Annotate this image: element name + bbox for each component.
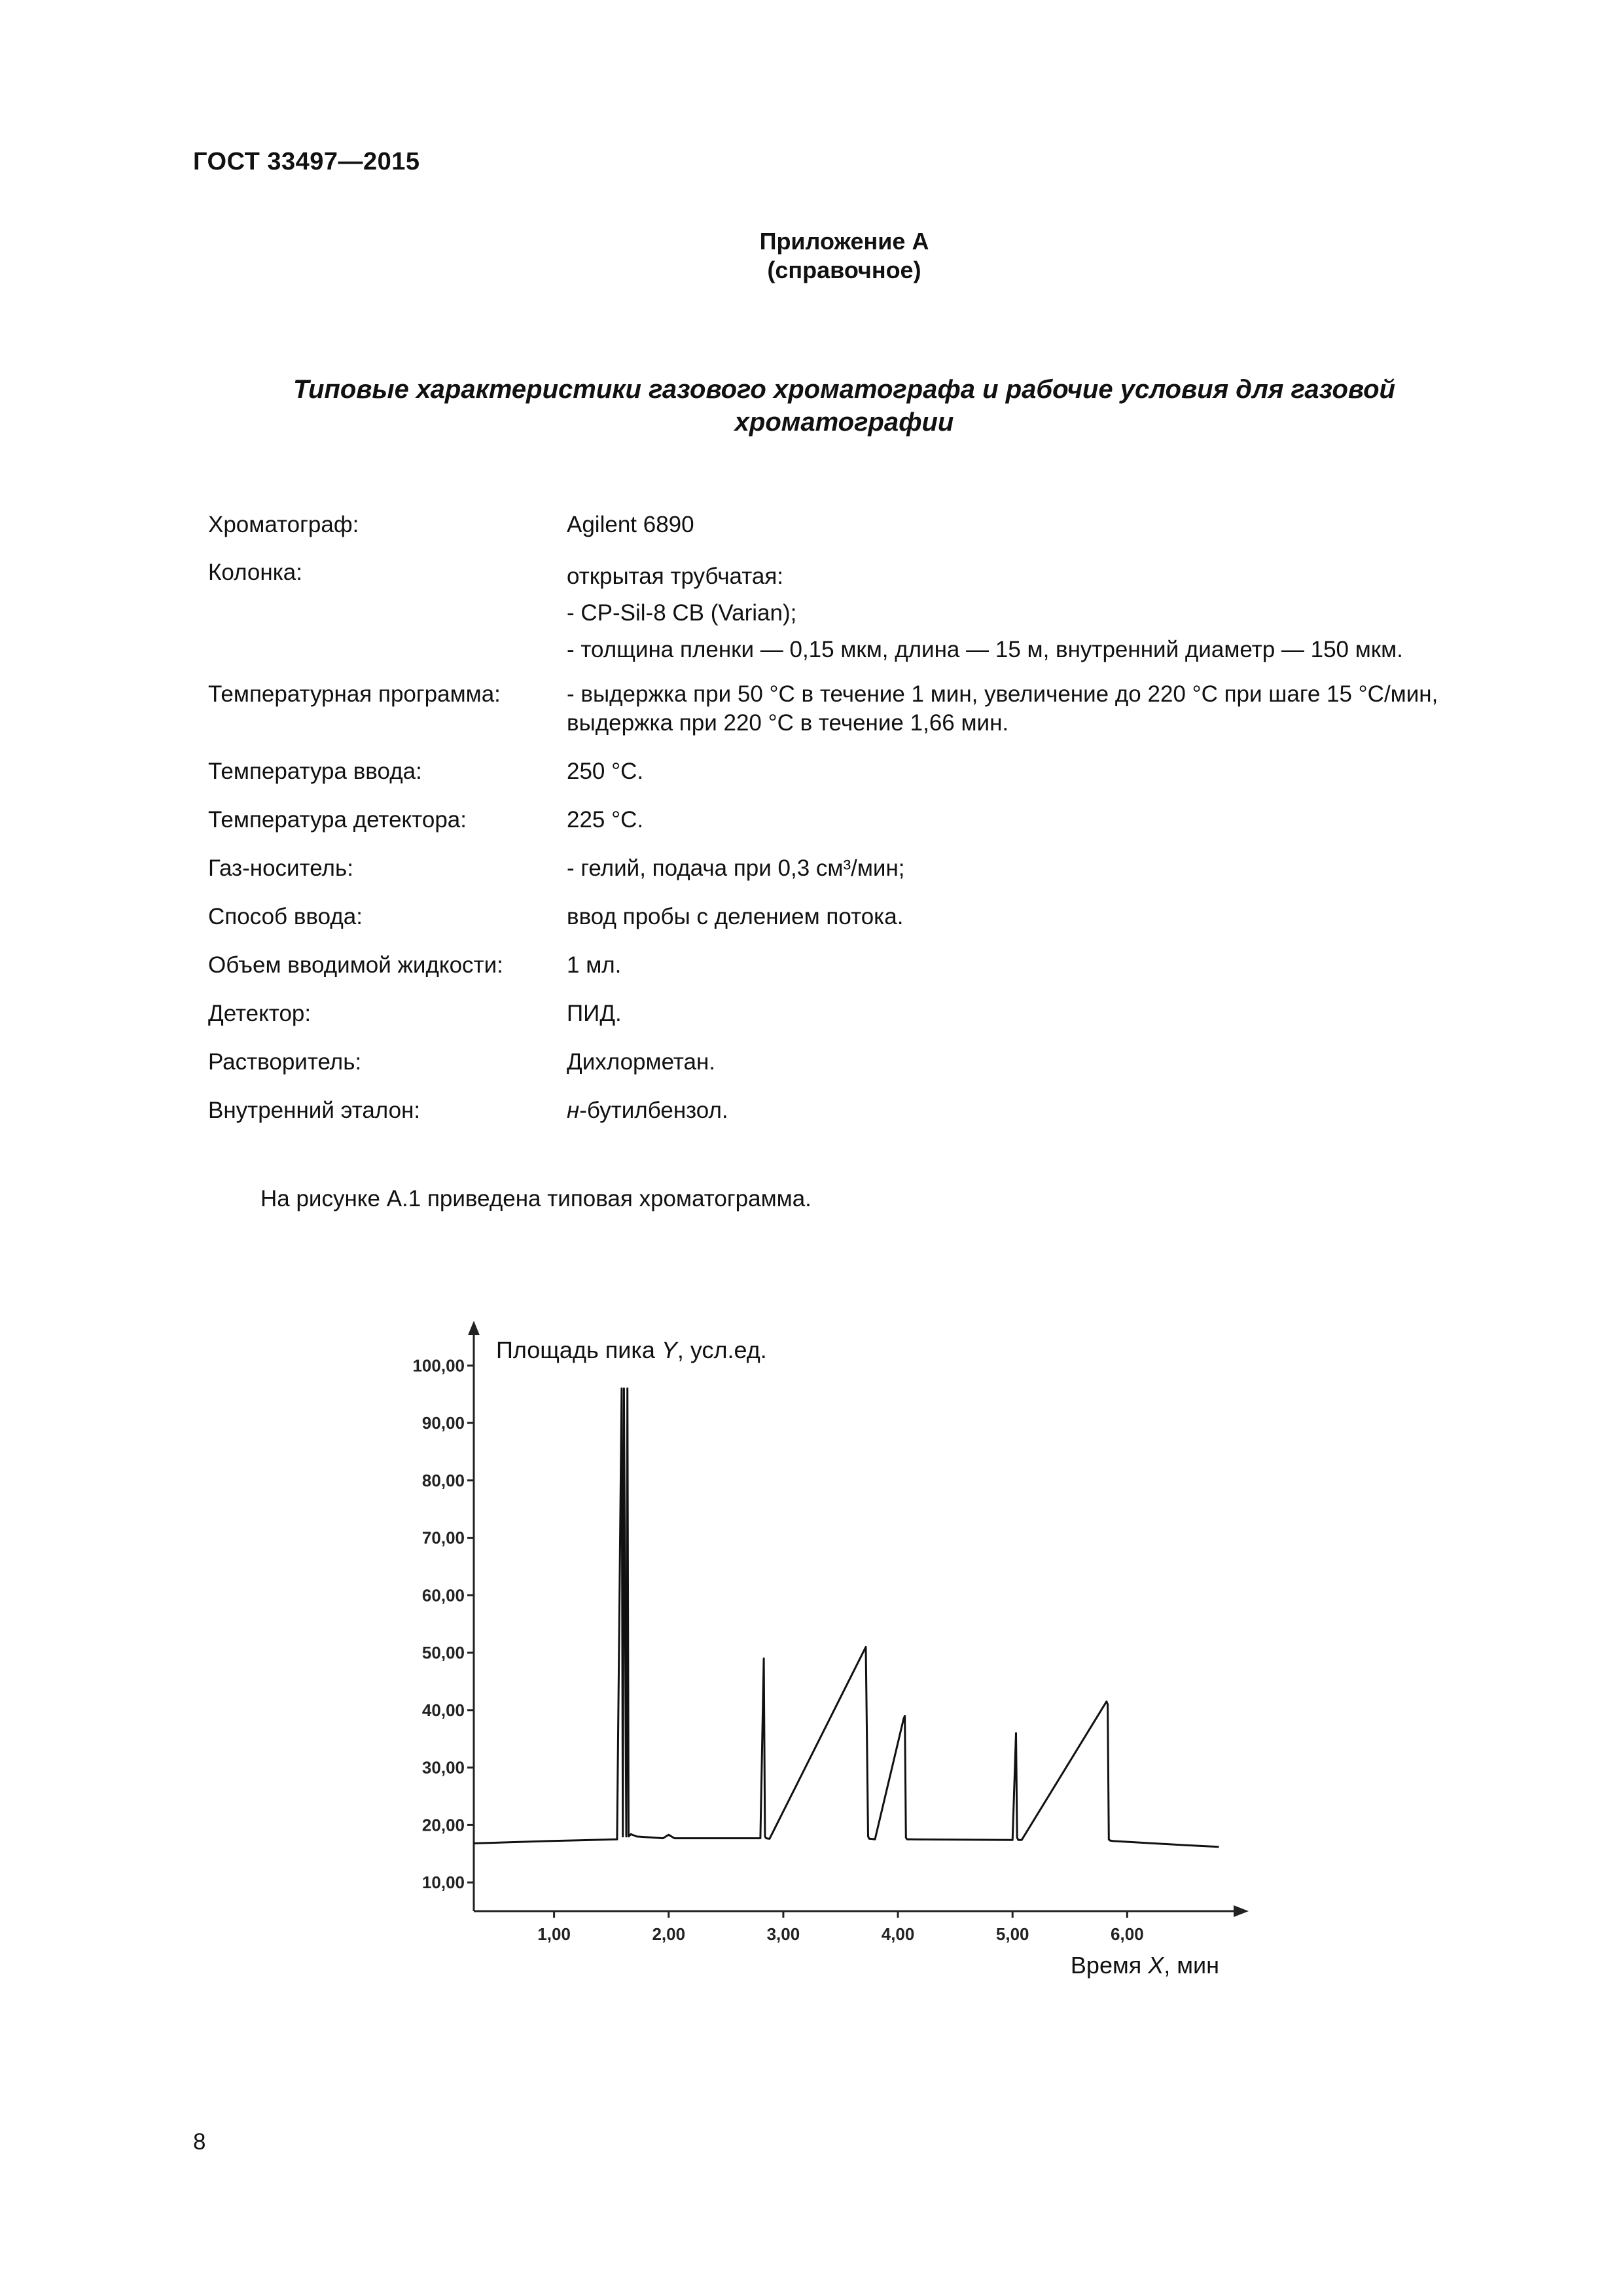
y-tick-label: 100,00: [412, 1355, 465, 1376]
spec-value-line: выдержка при 220 °С в течение 1,66 мин.: [567, 710, 1009, 736]
document-title: [216, 373, 1472, 439]
spec-value-line: 1 мл.: [567, 952, 622, 978]
spec-value-solvent: [567, 1048, 1509, 1077]
x-tick-label: 4,00: [881, 1924, 915, 1944]
spec-value-injection-method: [567, 903, 1509, 931]
spec-value-carrier-gas: [567, 854, 1509, 883]
page-number: 8: [193, 2129, 206, 2155]
x-axis-arrow: [1234, 1905, 1249, 1917]
spec-value-line: ввод пробы с делением потока.: [567, 904, 904, 929]
chromatogram-trace: [474, 1388, 1219, 1846]
spec-value-column: [567, 558, 1509, 668]
spec-value-line: - толщина пленки — 0,15 мкм, длина — 15 м, внутренний диаметр — 150 мкм.: [567, 637, 1403, 662]
y-tick-label: 80,00: [421, 1470, 465, 1490]
spec-label-solvent: Растворитель:: [208, 1049, 362, 1075]
spec-label-internal-standard: Внутренний эталон:: [208, 1098, 421, 1123]
x-tick-label: 3,00: [766, 1924, 800, 1944]
y-tick-label: 90,00: [421, 1413, 465, 1433]
appendix-subtitle: (справочное): [767, 257, 921, 283]
spec-value-line: Agilent 6890: [567, 512, 694, 537]
spec-value-detector: [567, 999, 1509, 1028]
spec-value-internal-standard: [567, 1096, 1509, 1125]
spec-label-chromatograph: Хроматограф:: [208, 512, 359, 537]
spec-value-line: Дихлорметан.: [567, 1049, 716, 1075]
figure-intro-text: На рисунке А.1 приведена типовая хроматограмма.: [260, 1186, 812, 1211]
y-axis-label: Площадь пика Y, усл.ед.: [496, 1336, 767, 1363]
x-tick-label: 5,00: [995, 1924, 1029, 1944]
y-tick-label: 70,00: [421, 1528, 465, 1548]
x-tick-label: 1,00: [537, 1924, 571, 1944]
spec-value-detector-temperature: [567, 806, 1509, 834]
y-tick-label: 60,00: [421, 1585, 465, 1605]
spec-value-line: 225 °С.: [567, 807, 644, 833]
spec-label-detector-temperature: Температура детектора:: [208, 807, 467, 833]
spec-value-line: открытая трубчатая:: [567, 564, 784, 589]
y-tick-label: 40,00: [421, 1700, 465, 1720]
spec-label-injection-method: Способ ввода:: [208, 904, 363, 929]
spec-label-carrier-gas: Газ-носитель:: [208, 855, 353, 881]
spec-label-inlet-temperature: Температура ввода:: [208, 759, 422, 784]
spec-value-injection-volume: [567, 951, 1509, 980]
y-tick-label: 50,00: [421, 1643, 465, 1663]
spec-value-line: ПИД.: [567, 1001, 622, 1026]
spec-value-line: - гелий, подача при 0,3 см³/мин;: [567, 855, 905, 881]
spec-label-injection-volume: Объем вводимой жидкости:: [208, 952, 503, 978]
document-title-line-2: хроматографии: [734, 408, 954, 437]
x-axis-label: Время X, мин: [1070, 1952, 1219, 1979]
y-tick-label: 10,00: [421, 1873, 465, 1893]
spec-value-inlet-temperature: [567, 757, 1509, 786]
y-tick-label: 30,00: [421, 1757, 465, 1778]
spec-label-temperature-program: Температурная программа:: [208, 681, 501, 707]
x-tick-label: 6,00: [1111, 1924, 1144, 1944]
spec-label-detector: Детектор:: [208, 1001, 312, 1026]
spec-label-column: Колонка:: [208, 560, 302, 585]
x-tick-label: 2,00: [652, 1924, 686, 1944]
appendix-title: Приложение А: [759, 228, 929, 255]
document-title-line-1: Типовые характеристики газового хроматографа и рабочие условия для газовой: [293, 375, 1395, 404]
y-tick-label: 20,00: [421, 1815, 465, 1835]
spec-value-line: - CP-Sil-8 CB (Varian);: [567, 600, 797, 626]
y-axis-arrow: [468, 1321, 480, 1335]
spec-value-line: 250 °С.: [567, 759, 644, 784]
chromatogram-chart: [0, 1276, 1623, 2016]
spec-value-chromatograph: [567, 511, 1509, 539]
document-header: ГОСТ 33497—2015: [193, 148, 420, 175]
spec-value-temperature-program: [567, 680, 1509, 738]
spec-value-line: н-бутилбензол.: [567, 1098, 728, 1123]
spec-value-line: - выдержка при 50 °С в течение 1 мин, увеличение до 220 °С при шаге 15 °С/мин,: [567, 681, 1438, 707]
